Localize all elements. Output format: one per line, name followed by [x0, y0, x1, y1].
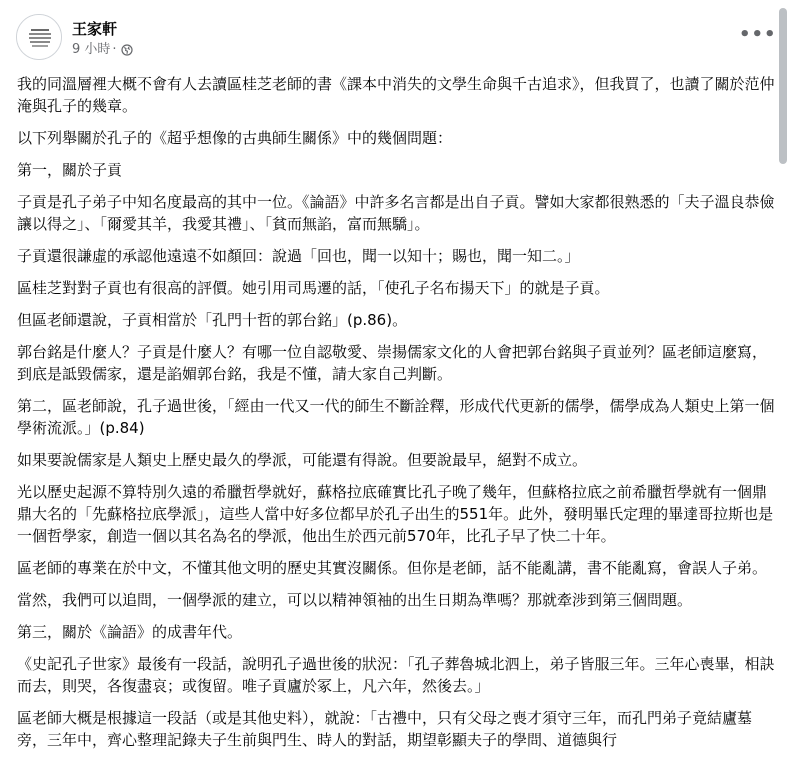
post-paragraph: 區老師大概是根據這一段話（或是其他史料），就說：「古禮中，只有父母之喪才須守三年，而孔門弟子竟結廬墓旁，三年中，齊心整理記錄夫子生前與門生、時人的對話，期望彰顯夫子的學問、道德與行	[17, 709, 753, 749]
post-meta	[72, 42, 133, 58]
post-paragraph: 子貢還很謙虛的承認他遠遠不如顏回：說過「回也，聞一以知十；賜也，聞一知二。」	[17, 247, 580, 265]
post-paragraph: 當然，我們可以追問，一個學派的建立，可以以精神領袖的出生日期為準嗎？那就牽涉到第三個問題。	[17, 591, 693, 609]
post-paragraph: 光以歷史起源不算特別久遠的希臘哲學就好，蘇格拉底確實比孔子晚了幾年，但蘇格拉底之前希臘哲學就有一個鼎鼎大名的「先蘇格拉底學派」，這些人當中好多位都早於孔子出生的551年。此外，發明畢氏定理的畢達哥拉斯也是一個哲學家，創造一個以其名為名的學派，他出生於西元前570年，比孔子早了快二十年。	[17, 483, 774, 545]
globe-icon[interactable]	[121, 44, 133, 56]
post-time[interactable]: 9 小時	[72, 42, 111, 57]
meta-separator: ·	[112, 42, 117, 57]
avatar-image	[17, 15, 62, 60]
scrollbar[interactable]	[779, 8, 787, 164]
post-paragraph: 如果要說儒家是人類史上歷史最久的學派，可能還有得說。但要說最早，絕對不成立。	[17, 451, 588, 469]
post-paragraph: 區老師的專業在於中文，不懂其他文明的歷史其實沒關係。但你是老師，話不能亂講，書不能亂寫，會誤人子弟。	[17, 559, 768, 577]
post-paragraph: 《史記孔子世家》最後有一段話，說明孔子過世後的狀況：「孔子葬魯城北泗上，弟子皆服三年。三年心喪畢，相訣而去，則哭，各復盡哀；或復留。唯子貢廬於冢上，凡六年，然後去。」	[17, 655, 775, 695]
post-body	[17, 73, 775, 761]
post-header	[16, 14, 756, 62]
post-paragraph: 郭台銘是什麼人？子貢是什麼人？有哪一位自認敬愛、崇揚儒家文化的人會把郭台銘與子貢並列？區老師這麼寫，到底是詆毀儒家，還是諂媚郭台銘，我是不懂，請大家自己判斷。	[17, 343, 768, 383]
author-name[interactable]: 王家軒	[72, 20, 118, 38]
post-paragraph: 子貢是孔子弟子中知名度最高的其中一位。《論語》中許多名言都是出自子貢。譬如大家都很熟悉的「夫子溫良恭儉讓以得之」、「爾愛其羊，我愛其禮」、「貧而無諂，富而無驕」。	[17, 193, 775, 233]
post-paragraph: 第三，關於《論語》的成書年代。	[17, 623, 243, 641]
post-paragraph: 區桂芝對對子貢也有很高的評價。她引用司馬遷的話，「使孔子名布揚天下」的就是子貢。	[17, 279, 610, 297]
post-paragraph: 以下列舉關於孔子的《超乎想像的古典師生關係》中的幾個問題：	[17, 129, 453, 147]
more-options-button[interactable]: •••	[739, 24, 777, 45]
post-paragraph: 第二，區老師說，孔子過世後，「經由一代又一代的師生不斷詮釋，形成代代更新的儒學，儒學成為人類史上第一個學術流派。」(p.84)	[17, 397, 775, 437]
post-paragraph: 第一，關於子貢	[17, 161, 123, 179]
post-paragraph: 我的同溫層裡大概不會有人去讀區桂芝老師的書《課本中消失的文學生命與千古追求》，但我買了，也讀了關於范仲淹與孔子的幾章。	[17, 75, 775, 115]
post-paragraph: 但區老師還說，子貢相當於「孔門十哲的郭台銘」(p.86)。	[17, 311, 408, 329]
avatar[interactable]	[16, 14, 62, 60]
